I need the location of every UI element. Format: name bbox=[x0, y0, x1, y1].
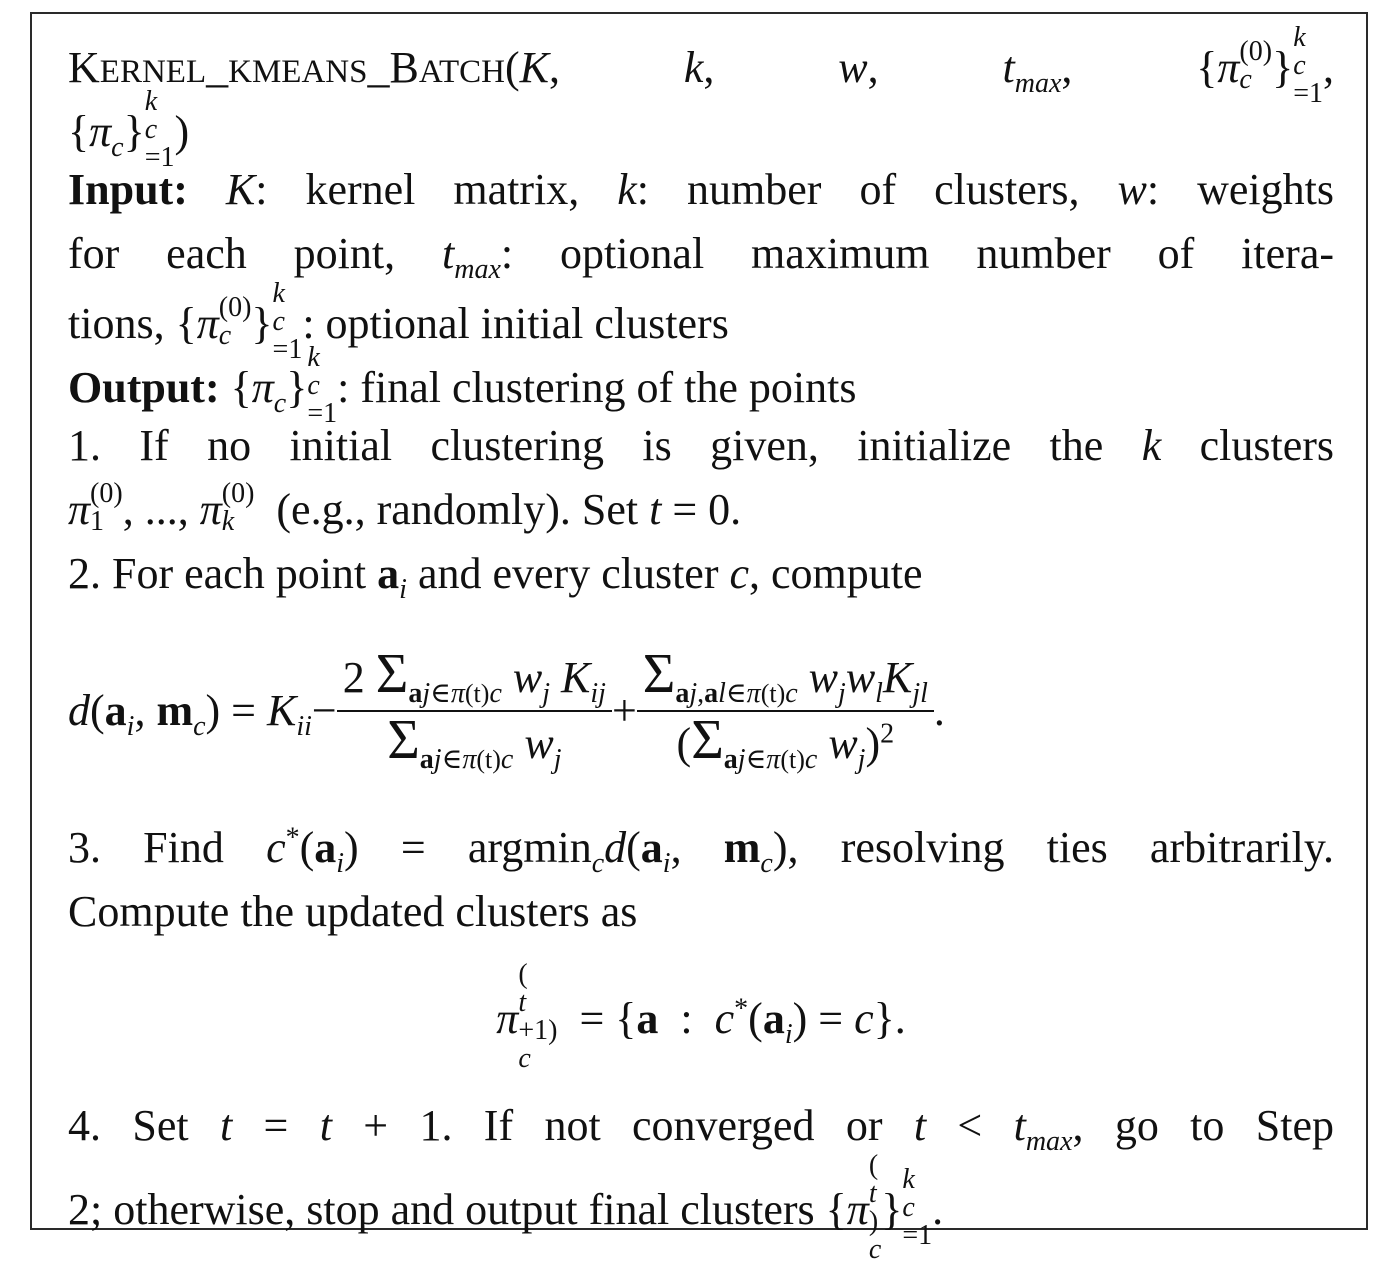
algorithm-title-cont: $\{\pi_c\}$ k c =1 ) bbox=[68, 86, 190, 173]
output-label: Output: bbox=[68, 363, 220, 413]
input-line-2: for each point, $t_{max}$: optional maximum number of itera- bbox=[68, 229, 1334, 285]
distance-fraction-1: $\frac{2 \Sigma_{aj\in\pi(t)c} w_j K_{ij}}{\Sigma_{aj\in\pi(t)c} w_j}$ bbox=[337, 646, 612, 776]
input-label: Input: bbox=[68, 165, 188, 214]
algorithm-title-name: KERNEL_KMEANS_BATCH bbox=[68, 43, 506, 93]
step3-line-1: 3. Find $c^*(a_i) = argmin_cd(a_i$, $m_c$), resolving ties arbitrarily. bbox=[68, 822, 1334, 879]
distance-equation: $d(a_i$, $m_c) = K_{ii}-$ $\frac{2 \Sigma_{aj\in\pi(t)c} w_j K_{ij}}{\Sigma_{aj\in\pi(t)c} w_j}$ + $\frac{\Sigma_{aj,al\in\pi(t)c} w_jw_lK_{jl}}{(\Sigma_{aj\in\pi(t)c} w_j)^2}$ . bbox=[68, 643, 945, 775]
step4-line-1: 4. Set t = t + 1. If not converged or $t < t_{max}$, go to Step bbox=[68, 1101, 1334, 1157]
algorithm-title: KERNEL_KMEANS_BATCH(K, k, w, $t_{max}$, {π (0) c } k c =1 , bbox=[68, 22, 1334, 109]
algorithm-content bbox=[68, 22, 1335, 1265]
step3-line-2: Compute the updated clusters as bbox=[68, 887, 638, 936]
output-line: Output: $\{\pi_c\}$ k c =1 : final clustering of the points bbox=[68, 342, 857, 429]
input-line-3: tions, {π (0) c } k c =1 : optional initial clusters bbox=[68, 278, 729, 365]
step1-line-1: 1. If no initial clustering is given, initialize the k clusters bbox=[68, 421, 1335, 470]
step4-line-2: 2; otherwise, stop and output final clusters {π ( t ) c } k c =1 . bbox=[68, 1150, 944, 1265]
step1-line-2: π (0) 1 , ..., π (0) k (e.g., randomly). Set t = 0. bbox=[68, 477, 742, 537]
distance-fraction-2: $\frac{\Sigma_{aj,al\in\pi(t)c} w_jw_lK_{jl}}{(\Sigma_{aj\in\pi(t)c} w_j)^2}$ bbox=[637, 646, 934, 776]
step2-line: 2. For each point $a_i$ and every cluster c, compute bbox=[68, 549, 923, 605]
input-line-1: Input: K: kernel matrix, k: number of clusters, w: weights bbox=[68, 165, 1335, 214]
update-equation: π ( t +1) c = {a : $c^*(a_i) = c$}. bbox=[496, 958, 906, 1074]
